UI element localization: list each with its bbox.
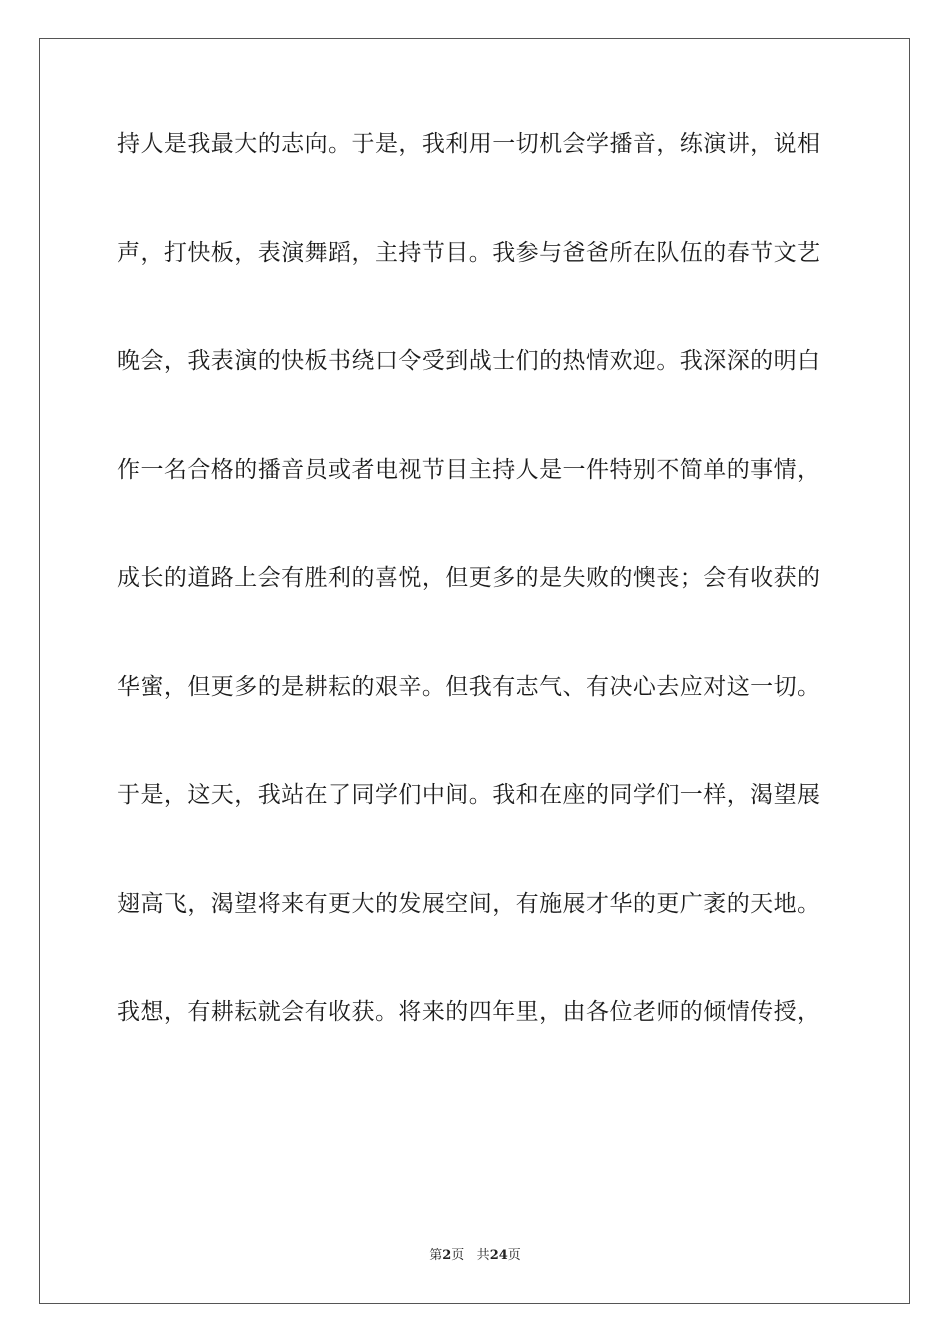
text-line: 持人是我最大的志向。于是，我利用一切机会学播音，练演讲，说相 [117, 131, 821, 157]
text-line: 晚会，我表演的快板书绕口令受到战士们的热情欢迎。我深深的明白 [117, 348, 821, 374]
total-label-prefix: 共 [476, 1248, 490, 1263]
text-line: 成长的道路上会有胜利的喜悦，但更多的是失败的懊丧；会有收获的 [117, 565, 821, 591]
total-page-count: 24 [489, 1248, 508, 1263]
text-line: 作一名合格的播音员或者电视节目主持人是一件特别不简单的事情， [117, 456, 821, 483]
text-line: 我想，有耕耘就会有收获。将来的四年里，由各位老师的倾情传授， [117, 999, 821, 1025]
page-label-prefix: 第 [429, 1248, 443, 1263]
text-line: 华蜜，但更多的是耕耘的艰辛。但我有志气、有决心去应对这一切。 [117, 673, 821, 700]
page-footer [0, 1248, 950, 1264]
text-line: 声，打快板，表演舞蹈，主持节目。我参与爸爸所在队伍的春节文艺 [117, 239, 821, 266]
total-label-suffix: 页 [507, 1248, 521, 1263]
text-line: 翅高飞，渴望将来有更大的发展空间，有施展才华的更广袤的天地。 [117, 890, 821, 917]
text-line: 于是，这天，我站在了同学们中间。我和在座的同学们一样，渴望展 [117, 782, 821, 808]
document-body [117, 130, 835, 1107]
current-page-number: 2 [442, 1248, 452, 1263]
page-label-suffix: 页 [451, 1248, 465, 1263]
